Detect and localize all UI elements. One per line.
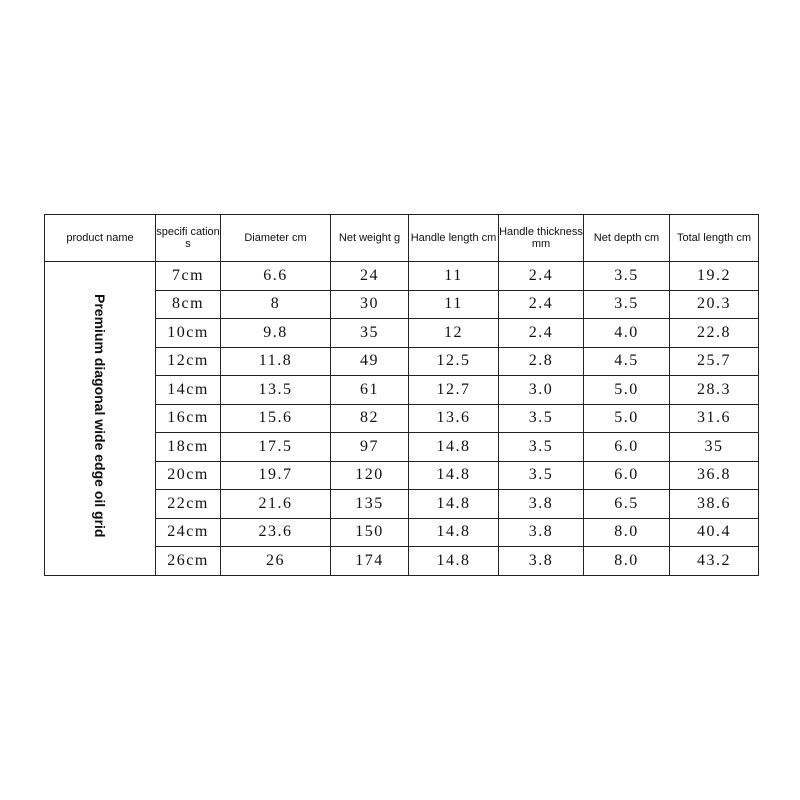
net-depth-cell: 6.5 (584, 490, 670, 519)
net-weight-cell: 150 (331, 518, 409, 547)
total-length-cell: 38.6 (670, 490, 759, 519)
total-length-cell: 25.7 (670, 347, 759, 376)
header-product-name: product name (45, 215, 156, 262)
header-net-weight: Net weight g (331, 215, 409, 262)
net-weight-cell: 97 (331, 433, 409, 462)
table-row (45, 262, 759, 291)
handle-length-cell: 12.5 (409, 347, 499, 376)
spec-cell: 20cm (156, 461, 221, 490)
spec-cell: 7cm (156, 262, 221, 291)
total-length-cell: 20.3 (670, 290, 759, 319)
spec-cell: 12cm (156, 347, 221, 376)
header-total-length: Total length cm (670, 215, 759, 262)
header-specifications: specifi cations (156, 215, 221, 262)
total-length-cell: 22.8 (670, 319, 759, 348)
net-depth-cell: 6.0 (584, 433, 670, 462)
diameter-cell: 17.5 (221, 433, 331, 462)
handle-thickness-cell: 2.4 (499, 290, 584, 319)
net-weight-cell: 30 (331, 290, 409, 319)
net-weight-cell: 35 (331, 319, 409, 348)
spec-cell: 24cm (156, 518, 221, 547)
net-weight-cell: 82 (331, 404, 409, 433)
table-body (45, 262, 759, 576)
handle-thickness-cell: 3.5 (499, 461, 584, 490)
net-weight-cell: 61 (331, 376, 409, 405)
spec-cell: 16cm (156, 404, 221, 433)
spec-cell: 18cm (156, 433, 221, 462)
header-diameter: Diameter cm (221, 215, 331, 262)
header-handle-thickness: Handle thickness mm (499, 215, 584, 262)
diameter-cell: 15.6 (221, 404, 331, 433)
header-handle-length: Handle length cm (409, 215, 499, 262)
net-depth-cell: 3.5 (584, 290, 670, 319)
diameter-cell: 8 (221, 290, 331, 319)
handle-thickness-cell: 2.8 (499, 347, 584, 376)
spec-cell: 10cm (156, 319, 221, 348)
total-length-cell: 28.3 (670, 376, 759, 405)
handle-thickness-cell: 2.4 (499, 319, 584, 348)
spec-cell: 14cm (156, 376, 221, 405)
spec-cell: 26cm (156, 547, 221, 576)
diameter-cell: 6.6 (221, 262, 331, 291)
handle-thickness-cell: 3.0 (499, 376, 584, 405)
total-length-cell: 36.8 (670, 461, 759, 490)
total-length-cell: 43.2 (670, 547, 759, 576)
net-depth-cell: 8.0 (584, 547, 670, 576)
handle-length-cell: 12.7 (409, 376, 499, 405)
handle-thickness-cell: 2.4 (499, 262, 584, 291)
product-name-text: Premium diagonal wide edge oil grid (92, 294, 108, 538)
total-length-cell: 35 (670, 433, 759, 462)
net-depth-cell: 5.0 (584, 376, 670, 405)
handle-length-cell: 12 (409, 319, 499, 348)
net-weight-cell: 120 (331, 461, 409, 490)
net-depth-cell: 3.5 (584, 262, 670, 291)
handle-length-cell: 14.8 (409, 518, 499, 547)
handle-thickness-cell: 3.8 (499, 518, 584, 547)
diameter-cell: 23.6 (221, 518, 331, 547)
spec-cell: 22cm (156, 490, 221, 519)
net-weight-cell: 49 (331, 347, 409, 376)
total-length-cell: 40.4 (670, 518, 759, 547)
diameter-cell: 9.8 (221, 319, 331, 348)
handle-length-cell: 13.6 (409, 404, 499, 433)
diameter-cell: 21.6 (221, 490, 331, 519)
net-depth-cell: 5.0 (584, 404, 670, 433)
handle-length-cell: 14.8 (409, 433, 499, 462)
net-depth-cell: 8.0 (584, 518, 670, 547)
spec-cell: 8cm (156, 290, 221, 319)
net-depth-cell: 4.0 (584, 319, 670, 348)
handle-length-cell: 11 (409, 290, 499, 319)
total-length-cell: 31.6 (670, 404, 759, 433)
handle-thickness-cell: 3.5 (499, 433, 584, 462)
product-name-cell (45, 262, 156, 576)
handle-length-cell: 11 (409, 262, 499, 291)
net-weight-cell: 24 (331, 262, 409, 291)
net-weight-cell: 135 (331, 490, 409, 519)
specification-table (44, 214, 759, 576)
header-net-depth: Net depth cm (584, 215, 670, 262)
total-length-cell: 19.2 (670, 262, 759, 291)
handle-thickness-cell: 3.5 (499, 404, 584, 433)
diameter-cell: 19.7 (221, 461, 331, 490)
net-depth-cell: 4.5 (584, 347, 670, 376)
diameter-cell: 11.8 (221, 347, 331, 376)
handle-length-cell: 14.8 (409, 490, 499, 519)
net-weight-cell: 174 (331, 547, 409, 576)
diameter-cell: 26 (221, 547, 331, 576)
diameter-cell: 13.5 (221, 376, 331, 405)
header-row (45, 215, 759, 262)
net-depth-cell: 6.0 (584, 461, 670, 490)
handle-length-cell: 14.8 (409, 461, 499, 490)
handle-thickness-cell: 3.8 (499, 547, 584, 576)
handle-thickness-cell: 3.8 (499, 490, 584, 519)
handle-length-cell: 14.8 (409, 547, 499, 576)
